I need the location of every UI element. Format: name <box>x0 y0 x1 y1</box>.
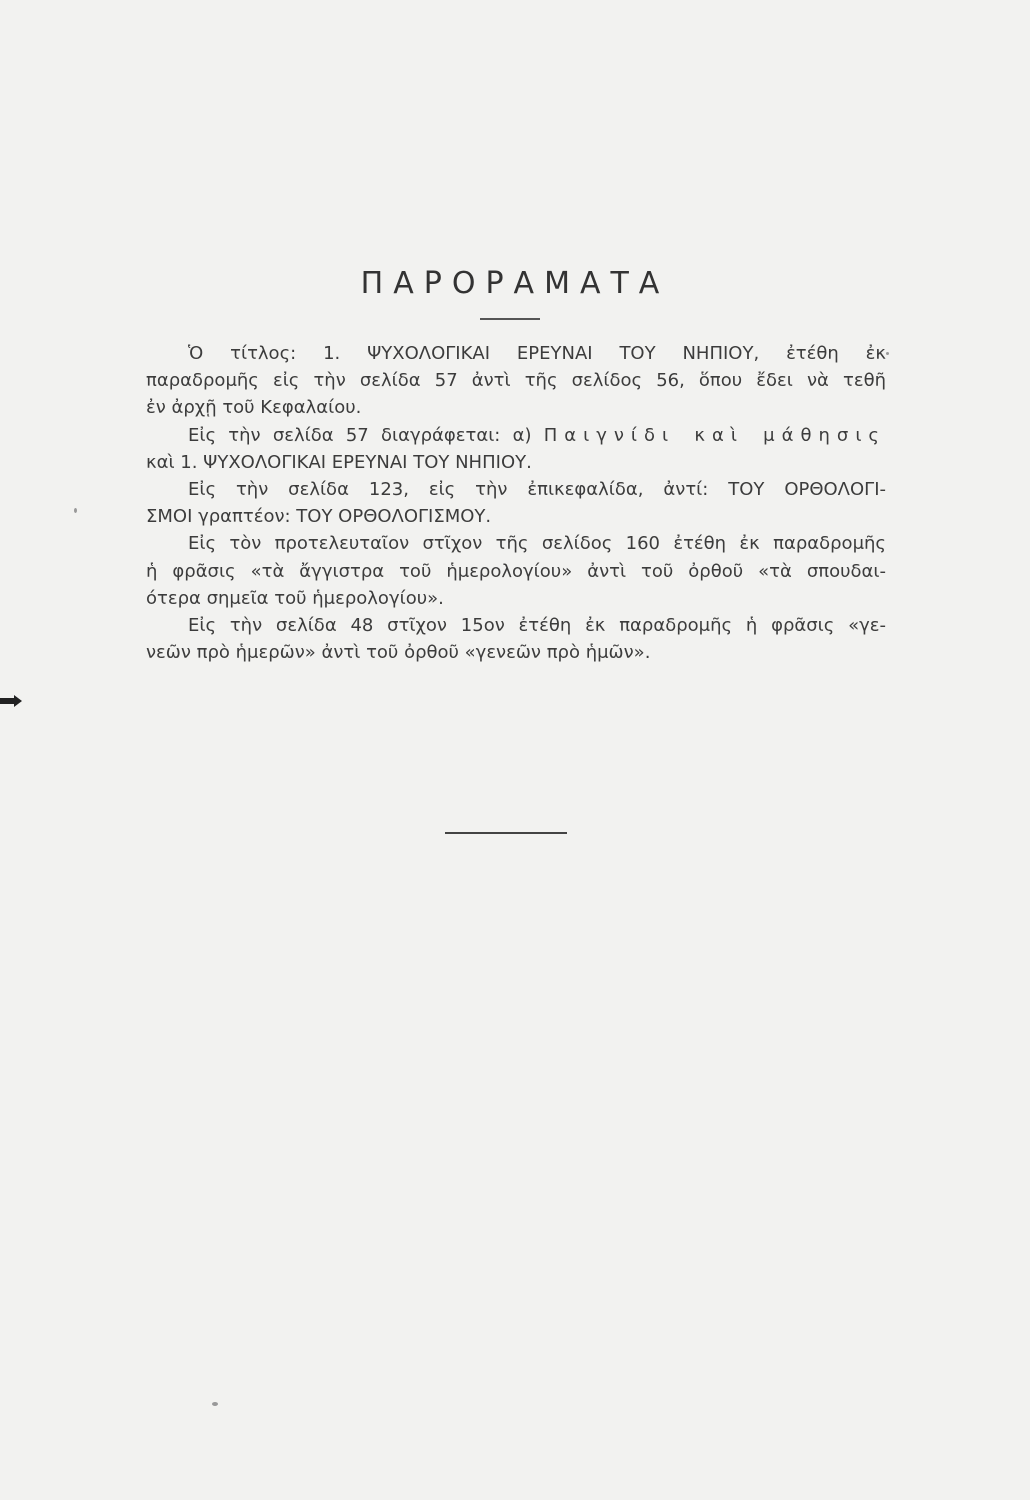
errata-paragraph-5 <box>146 612 886 666</box>
errata-body <box>146 340 886 666</box>
errata-paragraph-3 <box>146 476 886 530</box>
text-line: Εἰς τὴν σελίδα 123, εἰς τὴν ἐπικεφαλίδα, ἀντί: ΤΟΥ ΟΡΘΟΛΟΓΙ- <box>188 479 886 501</box>
text-segment: Εἰς τὴν σελίδα 57 διαγράφεται: α) <box>188 424 544 446</box>
text-line <box>146 422 886 449</box>
spaced-text-segment: Παιγνίδι καὶ μάθησις <box>543 424 886 446</box>
text-line: ἐν ἀρχῇ τοῦ Κεφαλαίου. <box>146 397 362 419</box>
scan-speck <box>886 352 889 355</box>
title-divider <box>480 318 540 320</box>
text-line: καὶ 1. ΨΥΧΟΛΟΓΙΚΑΙ ΕΡΕΥΝΑΙ ΤΟΥ ΝΗΠΙΟΥ. <box>146 451 532 473</box>
page-title: ΠΑΡΟΡΑΜΑΤΑ <box>360 266 670 301</box>
text-line: Εἰς τὸν προτελευταῖον στῖχον τῆς σελίδος 160 ἐτέθη ἐκ παραδρομῆς <box>188 533 886 555</box>
scan-speck <box>212 1402 218 1406</box>
margin-arrow-icon <box>0 694 22 708</box>
errata-paragraph-4 <box>146 530 886 612</box>
text-line: ότερα σημεῖα τοῦ ἡμερολογίου». <box>146 587 444 609</box>
text-line: νεῶν πρὸ ἡμερῶν» ἀντὶ τοῦ ὀρθοῦ «γενεῶν πρὸ ἡμῶν». <box>146 642 651 664</box>
text-line: Εἰς τὴν σελίδα 48 στῖχον 15ον ἐτέθη ἐκ παραδρομῆς ἡ φρᾶσις «γε- <box>188 615 886 637</box>
errata-paragraph-1 <box>146 340 886 422</box>
text-line: ἡ φρᾶσις «τὰ ἄγγιστρα τοῦ ἡμερολογίου» ἀντὶ τοῦ ὀρθοῦ «τὰ σπουδαι- <box>146 560 886 582</box>
end-divider <box>445 832 567 834</box>
errata-paragraph-2 <box>146 422 886 476</box>
text-line: παραδρομῆς εἰς τὴν σελίδα 57 ἀντὶ τῆς σελίδος 56, ὅπου ἔδει νὰ τεθῆ <box>146 370 886 392</box>
scan-speck <box>74 508 77 513</box>
text-line: ΣΜΟΙ γραπτέον: ΤΟΥ ΟΡΘΟΛΟΓΙΣΜΟΥ. <box>146 506 492 528</box>
text-line: Ὁ τίτλος: 1. ΨΥΧΟΛΟΓΙΚΑΙ ΕΡΕΥΝΑΙ ΤΟΥ ΝΗΠΙΟΥ, ἐτέθη ἐκ <box>188 343 886 364</box>
